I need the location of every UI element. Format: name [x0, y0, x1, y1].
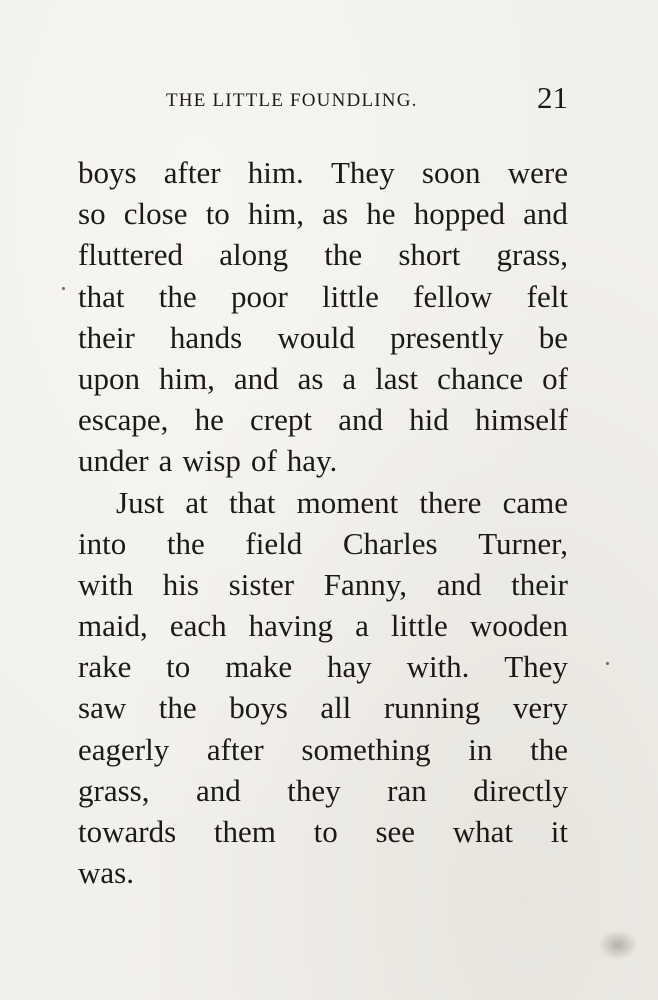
word: the [158, 690, 197, 726]
word: They [331, 155, 395, 190]
word: eagerly [78, 731, 170, 767]
word: he [366, 196, 396, 232]
word: him. [247, 155, 304, 190]
word: the [158, 278, 197, 314]
word: crept [250, 402, 312, 438]
word: it [550, 814, 568, 849]
word: towards [78, 814, 177, 849]
running-head [78, 80, 568, 116]
text-line [78, 152, 568, 193]
text-line [78, 440, 568, 481]
word: each [169, 608, 227, 644]
text-line [78, 687, 568, 728]
paper-speck [606, 662, 609, 665]
word: to [313, 814, 338, 849]
word: make [225, 649, 293, 685]
word: there [419, 484, 482, 520]
word: him, [158, 360, 215, 396]
text-line [78, 482, 568, 523]
word: him, [248, 196, 304, 232]
word: moment [296, 484, 399, 520]
word: in [468, 731, 493, 767]
word: hid [409, 402, 449, 438]
word: after [163, 155, 221, 190]
word: saw [78, 690, 127, 726]
word: boys [78, 155, 137, 190]
word: poor [230, 278, 288, 314]
word: grass, [496, 237, 568, 273]
word: little [390, 608, 448, 644]
word: a [158, 443, 173, 479]
text-line [78, 729, 568, 770]
word: Charles [342, 525, 438, 561]
word: of [542, 360, 568, 396]
word: what [452, 814, 514, 849]
word: the [324, 237, 363, 273]
word: himself [475, 402, 568, 438]
word: his [162, 566, 199, 602]
text-line [78, 399, 568, 440]
word: were [507, 155, 568, 190]
word: field [245, 525, 303, 561]
word: after [206, 731, 264, 767]
word: their [511, 566, 568, 602]
word: they [287, 772, 341, 808]
word: directly [473, 772, 568, 808]
paper-speck [62, 287, 65, 290]
word: chance [437, 360, 524, 396]
word: with. [406, 649, 470, 685]
text-line [78, 523, 568, 564]
word: he [194, 402, 224, 438]
word: under [78, 443, 149, 479]
text-line [78, 646, 568, 687]
word: so [78, 196, 106, 232]
word: the [166, 525, 205, 561]
word: and [195, 772, 241, 808]
body-text [78, 152, 568, 893]
word: wooden [469, 608, 568, 644]
text-line [78, 317, 568, 358]
word: them [213, 814, 276, 849]
text-line [78, 770, 568, 811]
word: as [322, 196, 349, 232]
page-number: 21 [537, 80, 568, 115]
word: and [523, 196, 568, 232]
text-line [78, 193, 568, 234]
word: was. [78, 855, 134, 891]
word: Just [116, 484, 165, 520]
word: hay [327, 649, 372, 685]
word: something [301, 731, 431, 767]
word: wisp [182, 443, 241, 479]
word: sister [228, 566, 295, 602]
word: to [205, 196, 230, 232]
word: grass, [78, 772, 150, 808]
word: short [398, 237, 461, 273]
word: They [504, 649, 568, 685]
word: that [228, 484, 276, 520]
word: of [250, 443, 277, 479]
word: fluttered [78, 237, 184, 273]
word: upon [78, 360, 140, 396]
word: ran [387, 772, 427, 808]
word: as [297, 360, 324, 396]
running-title: THE LITTLE FOUNDLING. [166, 90, 418, 111]
text-line [78, 605, 568, 646]
text-line [78, 811, 568, 852]
word: boys [229, 690, 288, 726]
word: rake [78, 649, 132, 685]
word: close [123, 196, 188, 232]
word: that [78, 278, 125, 314]
word: soon [421, 155, 481, 190]
word: to [166, 649, 191, 685]
word: felt [526, 278, 568, 314]
text-line [78, 358, 568, 399]
word: all [320, 690, 352, 726]
text-line [78, 234, 568, 275]
word: and [233, 360, 279, 396]
text-line [78, 852, 568, 893]
word: the [530, 731, 568, 767]
word: having [248, 608, 334, 644]
word: presently [389, 319, 504, 355]
word: hands [169, 319, 243, 355]
word: little [322, 278, 379, 314]
word: came [502, 484, 568, 520]
word: would [277, 319, 355, 355]
word: with [78, 566, 134, 602]
word: last [375, 360, 419, 396]
word: and [436, 566, 482, 602]
word: along [219, 237, 289, 273]
text-line [78, 276, 568, 317]
word: escape, [78, 402, 169, 438]
word: Fanny, [323, 566, 408, 602]
word: very [512, 690, 568, 726]
word: see [375, 814, 416, 849]
word: running [383, 690, 481, 726]
word: be [538, 319, 568, 355]
word: hopped [413, 196, 505, 232]
word: into [78, 525, 127, 561]
word: hay. [286, 443, 338, 479]
text-line [78, 564, 568, 605]
word: at [185, 484, 208, 520]
word: and [338, 402, 383, 438]
paper-smudge [598, 930, 638, 960]
word: their [78, 319, 135, 355]
word: a [342, 360, 357, 396]
word: maid, [78, 608, 148, 644]
word: a [355, 608, 369, 644]
word: Turner, [478, 525, 568, 561]
word: fellow [413, 278, 493, 314]
